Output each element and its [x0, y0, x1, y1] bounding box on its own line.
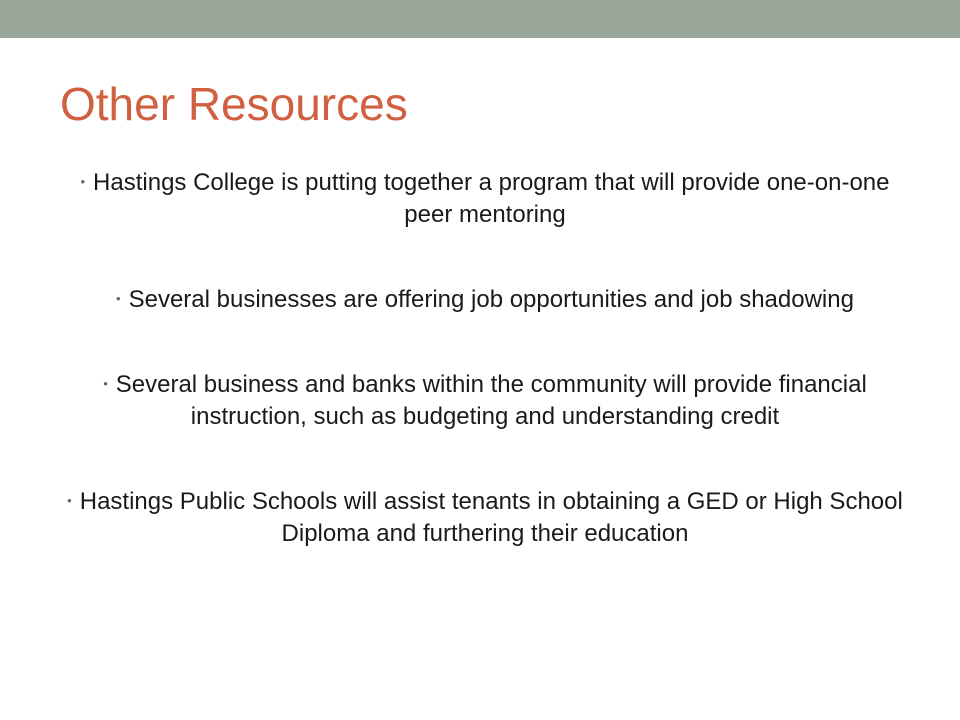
- bullet-item-job-opportunities: [60, 283, 910, 316]
- bullet-icon: •: [67, 493, 72, 508]
- bullet-list: [60, 166, 910, 602]
- bullet-text: Hastings College is putting together a program that will provide one-on-one peer mentoring: [93, 169, 890, 228]
- slide-title: Other Resources: [60, 78, 408, 130]
- bullet-text: Hastings Public Schools will assist tenants in obtaining a GED or High School Diploma and furthering their education: [79, 488, 903, 547]
- bullet-item-financial-instruction: [60, 368, 910, 433]
- bullet-icon: •: [116, 291, 121, 306]
- bullet-text: Several businesses are offering job opportunities and job shadowing: [128, 286, 854, 313]
- bullet-item-mentoring: [60, 166, 910, 231]
- bullet-item-ged-diploma: [60, 485, 910, 550]
- bullet-text: Several business and banks within the community will provide financial instruction, such as budgeting and understanding credit: [115, 371, 867, 430]
- bullet-icon: •: [103, 376, 108, 391]
- bullet-icon: •: [80, 174, 86, 189]
- top-accent-bar: [0, 0, 960, 38]
